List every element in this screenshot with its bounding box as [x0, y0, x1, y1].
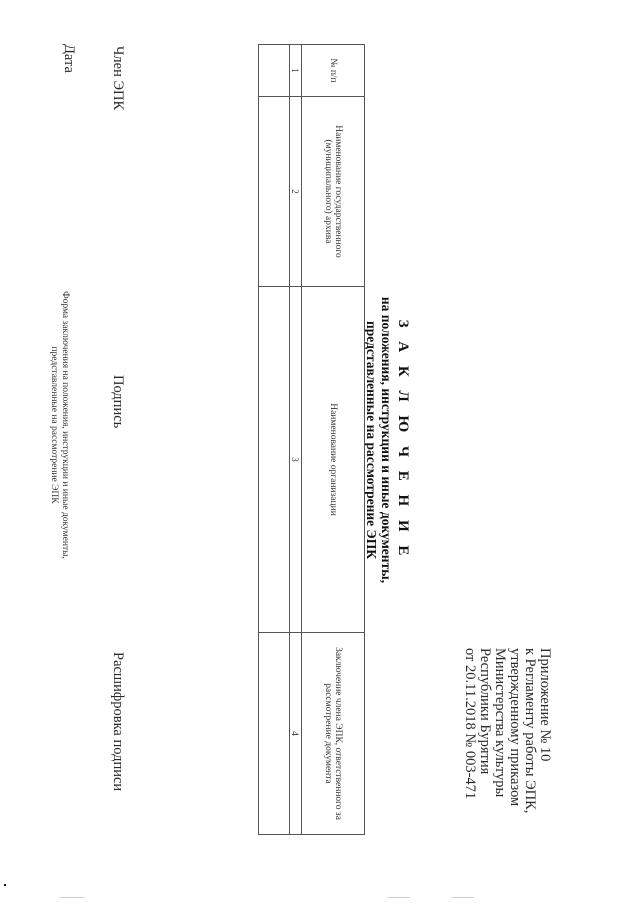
- table-cell: [259, 45, 290, 97]
- footnote-line-2: представленные на рассмотрение ЭПК: [49, 346, 59, 504]
- title-heading: З А К Л Ю Ч Е Н И Е: [395, 319, 411, 561]
- footnote-line-1: Форма заключения на положения, инструкции и иные документы,: [60, 291, 70, 559]
- header-archive-name: Наименование государственного (муниципального) архива: [302, 97, 365, 287]
- table-numbering-row: [290, 45, 302, 835]
- header-member-conclusion: Заключение члена ЭПК, ответственного за рассмотрение документа: [302, 633, 365, 835]
- column-number: 3: [290, 287, 302, 633]
- document-title: [364, 120, 412, 760]
- table-cell: [259, 287, 290, 633]
- column-number: 2: [290, 97, 302, 287]
- scan-artifact: [60, 897, 84, 898]
- form-footnote: [48, 255, 70, 595]
- column-number: 1: [290, 45, 302, 97]
- approval-line: Республики Бурятия: [477, 648, 493, 775]
- scan-artifact: [4, 884, 6, 886]
- title-line-1: на положения, инструкции и иные документы,: [379, 296, 394, 584]
- header-number: № п/п: [302, 45, 365, 97]
- title-line-2: представленные на рассмотрение ЭПК: [364, 320, 379, 559]
- scan-artifact: [388, 897, 410, 898]
- approval-line: утвержденному приказом: [507, 648, 523, 807]
- column-number: 4: [290, 633, 302, 835]
- header-organization-name: Наименование организации: [302, 287, 365, 633]
- conclusion-table: [258, 44, 365, 835]
- table-cell: [259, 97, 290, 287]
- table-header-row: [302, 45, 365, 835]
- table-cell: [259, 633, 290, 835]
- signature-decoding-label: Расшифровка подписи: [110, 652, 126, 792]
- table-row: [259, 45, 290, 835]
- date-label: Дата: [61, 44, 77, 73]
- member-label: Член ЭПК: [110, 46, 126, 111]
- approval-line: Министерства культуры: [492, 648, 508, 798]
- approval-line: Приложение № 10: [537, 648, 553, 762]
- approval-line: от 20.11.2018 № 003-471: [462, 648, 478, 800]
- scan-artifact: [452, 897, 474, 898]
- signature-label: Подпись: [110, 375, 126, 429]
- approval-stamp-block: [462, 648, 552, 858]
- approval-line: к Регламенту работы ЭПК,: [522, 648, 538, 814]
